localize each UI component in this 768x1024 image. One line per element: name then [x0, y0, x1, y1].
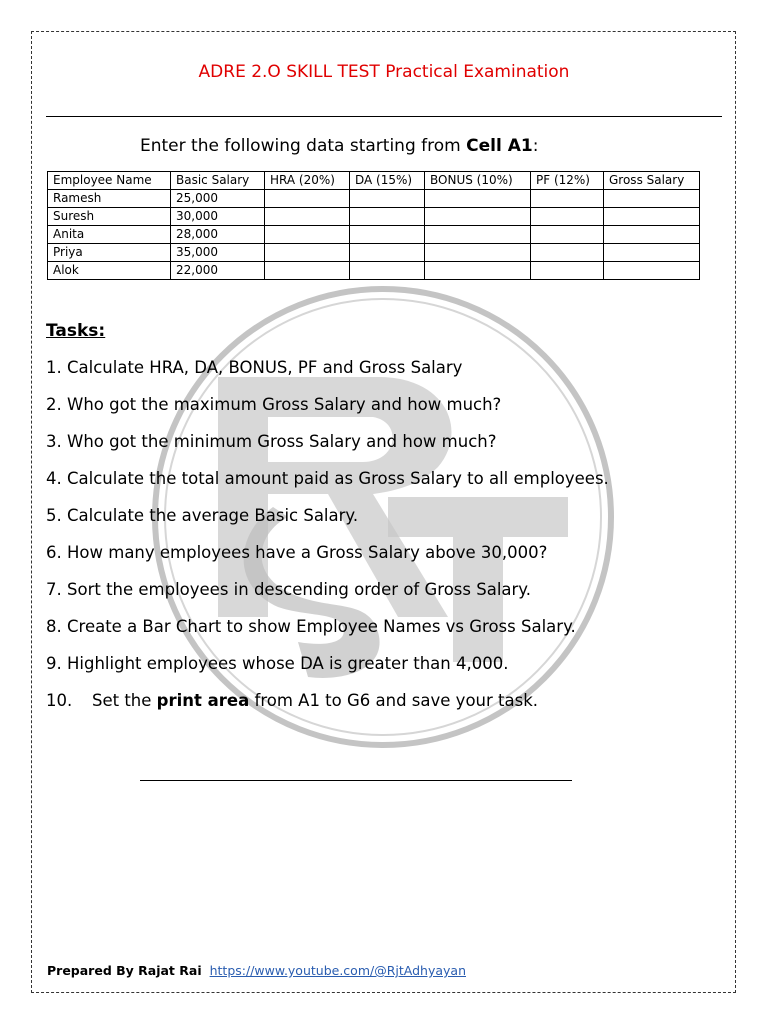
- task-number: 2.: [46, 395, 62, 414]
- task-text: Calculate the total amount paid as Gross Salary to all employees.: [67, 469, 609, 488]
- table-cell: [425, 208, 531, 226]
- table-cell: 30,000: [171, 208, 265, 226]
- task-item: [46, 682, 609, 719]
- table-cell: [265, 262, 350, 280]
- task-item: [46, 423, 609, 460]
- column-header: Gross Salary: [604, 172, 700, 190]
- table-cell: [425, 262, 531, 280]
- table-cell: [531, 208, 604, 226]
- task-text: Highlight employees whose DA is greater than 4,000.: [67, 654, 509, 673]
- table-cell: Priya: [48, 244, 171, 262]
- column-header: Basic Salary: [171, 172, 265, 190]
- task-text: Create a Bar Chart to show Employee Names vs Gross Salary.: [67, 617, 576, 636]
- task-text: Calculate the average Basic Salary.: [67, 506, 359, 525]
- task-item: [46, 534, 609, 571]
- column-header: HRA (20%): [265, 172, 350, 190]
- table-row: [48, 244, 700, 262]
- title-divider: [46, 116, 722, 117]
- table-cell: 35,000: [171, 244, 265, 262]
- task-number: 9.: [46, 654, 62, 673]
- table-row: [48, 262, 700, 280]
- task-text-bold: print area: [156, 691, 250, 710]
- instruction-suffix: :: [532, 136, 539, 156]
- task-number: 5.: [46, 506, 62, 525]
- table-cell: [350, 208, 425, 226]
- task-item: [46, 497, 609, 534]
- table-row: [48, 208, 700, 226]
- task-text-suffix: from A1 to G6 and save your task.: [249, 691, 538, 710]
- footer-author: Prepared By Rajat Rai: [47, 963, 202, 978]
- task-number: 10.: [46, 691, 73, 710]
- task-text: Who got the maximum Gross Salary and how much?: [67, 395, 502, 414]
- task-number: 1.: [46, 358, 62, 377]
- footer: [47, 963, 466, 978]
- tasks-heading: Tasks:: [46, 321, 106, 341]
- page-title: ADRE 2.O SKILL TEST Practical Examination: [198, 62, 570, 82]
- instruction-prefix: Enter the following data starting from: [140, 136, 467, 156]
- table-cell: [425, 244, 531, 262]
- task-text-prefix: Set the: [92, 691, 157, 710]
- task-number: 6.: [46, 543, 62, 562]
- table-cell: 28,000: [171, 226, 265, 244]
- instruction-cell: Cell A1: [466, 136, 533, 156]
- table-cell: Anita: [48, 226, 171, 244]
- table-cell: [604, 190, 700, 208]
- task-text: Who got the minimum Gross Salary and how much?: [67, 432, 497, 451]
- table-cell: [350, 244, 425, 262]
- table-row: [48, 190, 700, 208]
- table-cell: [604, 244, 700, 262]
- task-list: [46, 349, 609, 719]
- table-cell: [425, 226, 531, 244]
- footer-link[interactable]: https://www.youtube.com/@RjtAdhyayan: [209, 963, 466, 978]
- task-item: [46, 608, 609, 645]
- table-cell: 22,000: [171, 262, 265, 280]
- table-cell: [350, 226, 425, 244]
- table-header-row: [48, 172, 700, 190]
- task-item: [46, 460, 609, 497]
- column-header: DA (15%): [350, 172, 425, 190]
- instruction-text: [140, 136, 538, 156]
- signature-line: [140, 780, 572, 781]
- column-header: PF (12%): [531, 172, 604, 190]
- table-cell: [531, 262, 604, 280]
- table-cell: Alok: [48, 262, 171, 280]
- column-header: Employee Name: [48, 172, 171, 190]
- task-item: [46, 349, 609, 386]
- table-cell: Suresh: [48, 208, 171, 226]
- column-header: BONUS (10%): [425, 172, 531, 190]
- task-number: 4.: [46, 469, 62, 488]
- table-cell: [265, 190, 350, 208]
- task-number: 7.: [46, 580, 62, 599]
- task-item: [46, 386, 609, 423]
- task-number: 8.: [46, 617, 62, 636]
- task-item: [46, 571, 609, 608]
- table-cell: [531, 244, 604, 262]
- task-item: [46, 645, 609, 682]
- table-cell: [425, 190, 531, 208]
- table-cell: [604, 262, 700, 280]
- table-cell: [531, 226, 604, 244]
- table-cell: [350, 190, 425, 208]
- table-row: [48, 226, 700, 244]
- table-cell: [604, 208, 700, 226]
- task-text: Sort the employees in descending order of Gross Salary.: [67, 580, 531, 599]
- table-cell: [265, 244, 350, 262]
- task-text: How many employees have a Gross Salary above 30,000?: [67, 543, 548, 562]
- table-cell: Ramesh: [48, 190, 171, 208]
- table-cell: [531, 190, 604, 208]
- table-cell: [350, 262, 425, 280]
- table-cell: [604, 226, 700, 244]
- table-cell: 25,000: [171, 190, 265, 208]
- table-cell: [265, 208, 350, 226]
- task-number: 3.: [46, 432, 62, 451]
- employee-data-table: [47, 171, 700, 280]
- task-text: Calculate HRA, DA, BONUS, PF and Gross Salary: [67, 358, 463, 377]
- table-cell: [265, 226, 350, 244]
